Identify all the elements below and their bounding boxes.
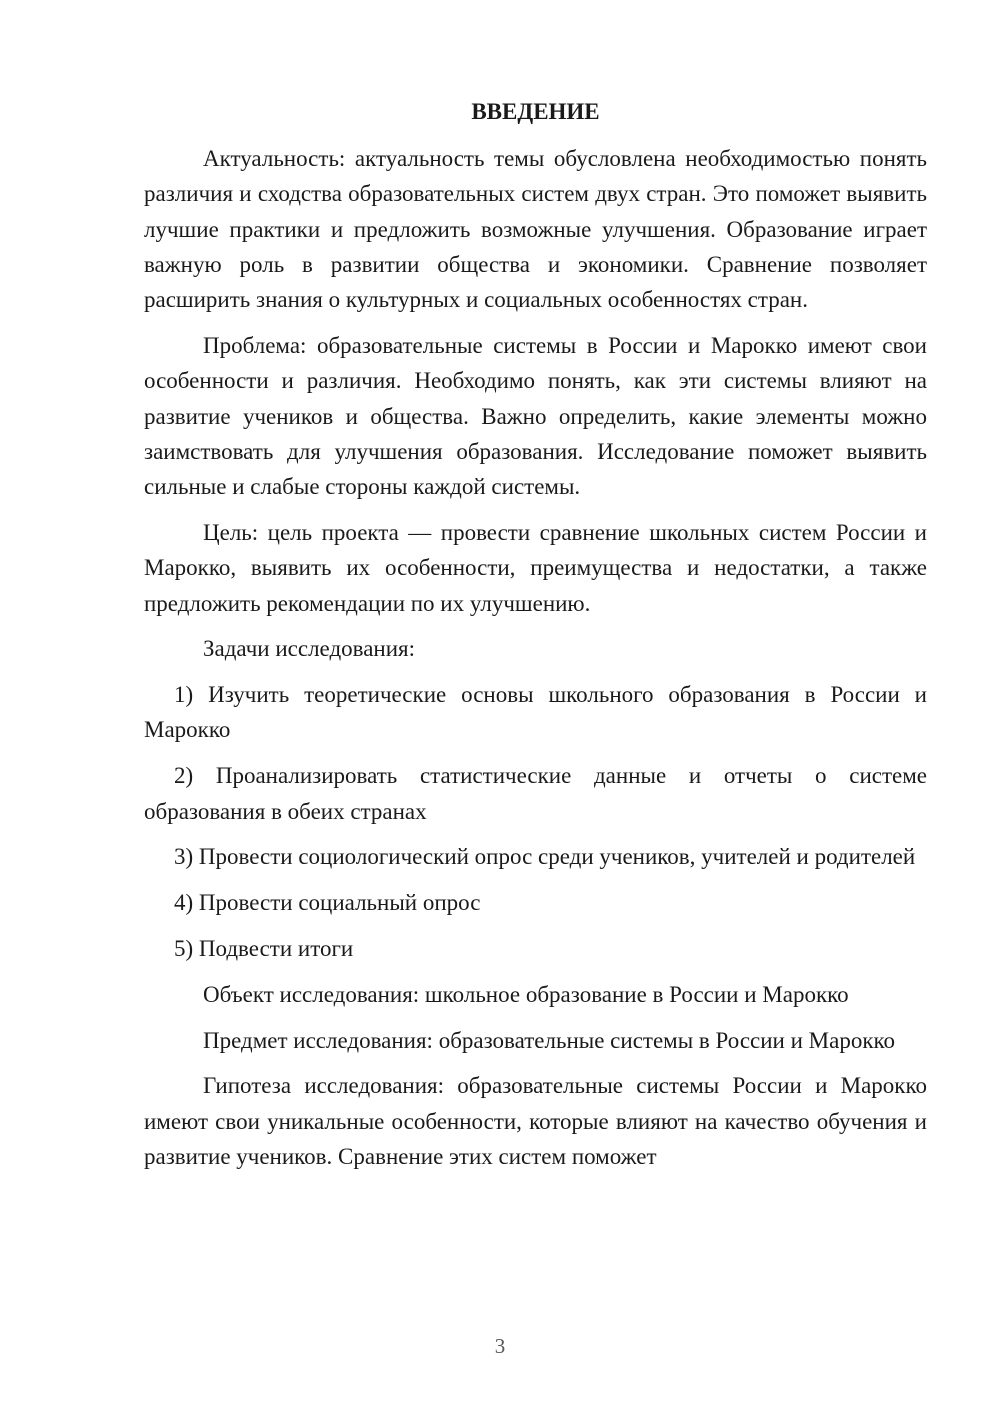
- hypothesis-paragraph: Гипотеза исследования: образовательные системы России и Марокко имеют свои уникальные особенности, которые влияют на качество обучения и развитие учеников. Сравнение этих систем поможет: [144, 1073, 927, 1169]
- task-item-2: 2) Проанализировать статистические данные и отчеты о системе образования в обеих странах: [144, 763, 927, 824]
- page-number: 3: [494, 1334, 506, 1358]
- section-heading: ВВЕДЕНИЕ: [471, 99, 600, 124]
- object-paragraph: Объект исследования: школьное образование в России и Марокко: [203, 981, 849, 1007]
- task-item-3: 3) Провести социологический опрос среди учеников, учителей и родителей: [174, 844, 916, 870]
- subject-paragraph: Предмет исследования: образовательные системы в России и Марокко: [203, 1027, 895, 1053]
- task-item-5: 5) Подвести итоги: [174, 935, 354, 961]
- tasks-title: Задачи исследования:: [203, 636, 416, 662]
- relevance-paragraph: Актуальность: актуальность темы обусловлена необходимостью понять различия и сходства образовательных систем двух стран. Это поможет выявить лучшие практики и предложить возможные улучшения. Образование играет важную роль в развитии общества и экономики. Сравнение позволяет расширить знания о культурных и социальных особенностях стран.: [144, 146, 927, 313]
- goal-paragraph: Цель: цель проекта — провести сравнение школьных систем России и Марокко, выявить их особенности, преимущества и недостатки, а также предложить рекомендации по их улучшению.: [144, 519, 927, 616]
- task-item-1: 1) Изучить теоретические основы школьного образования в России и Марокко: [144, 682, 927, 743]
- page-body: [144, 94, 927, 1185]
- problem-paragraph: Проблема: образовательные системы в России и Марокко имеют свои особенности и различия. Необходимо понять, как эти системы влияют на развитие учеников и общества. Важно определить, какие элементы можно заимствовать для улучшения образования. Исследование поможет выявить сильные и слабые стороны каждой системы.: [144, 332, 927, 500]
- task-item-4: 4) Провести социальный опрос: [174, 890, 481, 916]
